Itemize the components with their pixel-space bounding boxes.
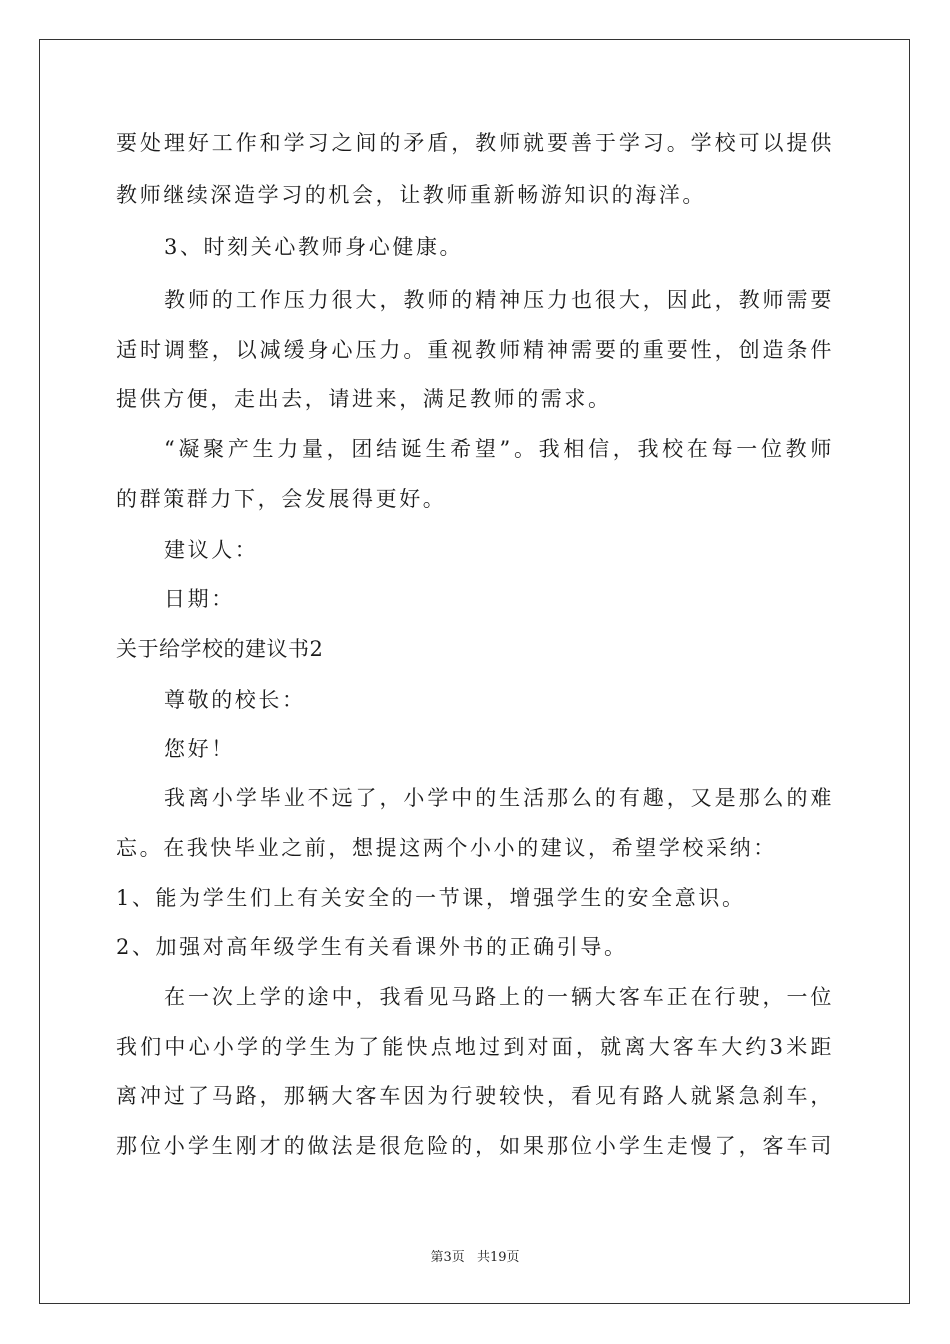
total-pages: 共19页 bbox=[476, 1250, 520, 1265]
paragraph-line: 忘。在我快毕业之前，想提这两个小小的建议，希望学校采纳： bbox=[116, 836, 777, 860]
page-footer bbox=[0, 1246, 950, 1265]
section-title: 关于给学校的建议书2 bbox=[116, 637, 324, 661]
paragraph-line: 我们中心小学的学生为了能快点地过到对面，就离大客车大约3米距 bbox=[116, 1035, 834, 1059]
salutation: 尊敬的校长： bbox=[164, 688, 306, 712]
page-border bbox=[39, 39, 910, 1304]
paragraph-line: 适时调整，以减缓身心压力。重视教师精神需要的重要性，创造条件 bbox=[116, 338, 834, 362]
paragraph-line: 我离小学毕业不远了，小学中的生活那么的有趣，又是那么的难 bbox=[164, 786, 834, 810]
paragraph-line: 要处理好工作和学习之间的矛盾，教师就要善于学习。学校可以提供 bbox=[116, 131, 834, 155]
list-item: 1、能为学生们上有关安全的一节课，增强学生的安全意识。 bbox=[116, 886, 746, 910]
paragraph-line: 提供方便，走出去，请进来，满足教师的需求。 bbox=[116, 387, 612, 411]
date-label: 日期： bbox=[164, 587, 235, 611]
paragraph-line: 离冲过了马路，那辆大客车因为行驶较快，看见有路人就紧急刹车， bbox=[116, 1084, 834, 1108]
list-item: 2、加强对高年级学生有关看课外书的正确引导。 bbox=[116, 935, 628, 959]
paragraph-line: 的群策群力下，会发展得更好。 bbox=[116, 487, 447, 511]
paragraph-line: 那位小学生刚才的做法是很危险的，如果那位小学生走慢了，客车司 bbox=[116, 1134, 834, 1158]
paragraph-line: “凝聚产生力量，团结诞生希望”。我相信，我校在每一位教师 bbox=[164, 437, 834, 461]
page-number: 第3页 bbox=[430, 1250, 465, 1265]
section-heading: 3、时刻关心教师身心健康。 bbox=[164, 235, 464, 259]
paragraph-line: 教师的工作压力很大，教师的精神压力也很大，因此，教师需要 bbox=[164, 288, 834, 312]
signature-label: 建议人： bbox=[164, 538, 259, 562]
paragraph-line: 在一次上学的途中，我看见马路上的一辆大客车正在行驶，一位 bbox=[164, 985, 834, 1009]
greeting: 您好！ bbox=[164, 737, 235, 761]
paragraph-line: 教师继续深造学习的机会，让教师重新畅游知识的海洋。 bbox=[116, 183, 706, 207]
